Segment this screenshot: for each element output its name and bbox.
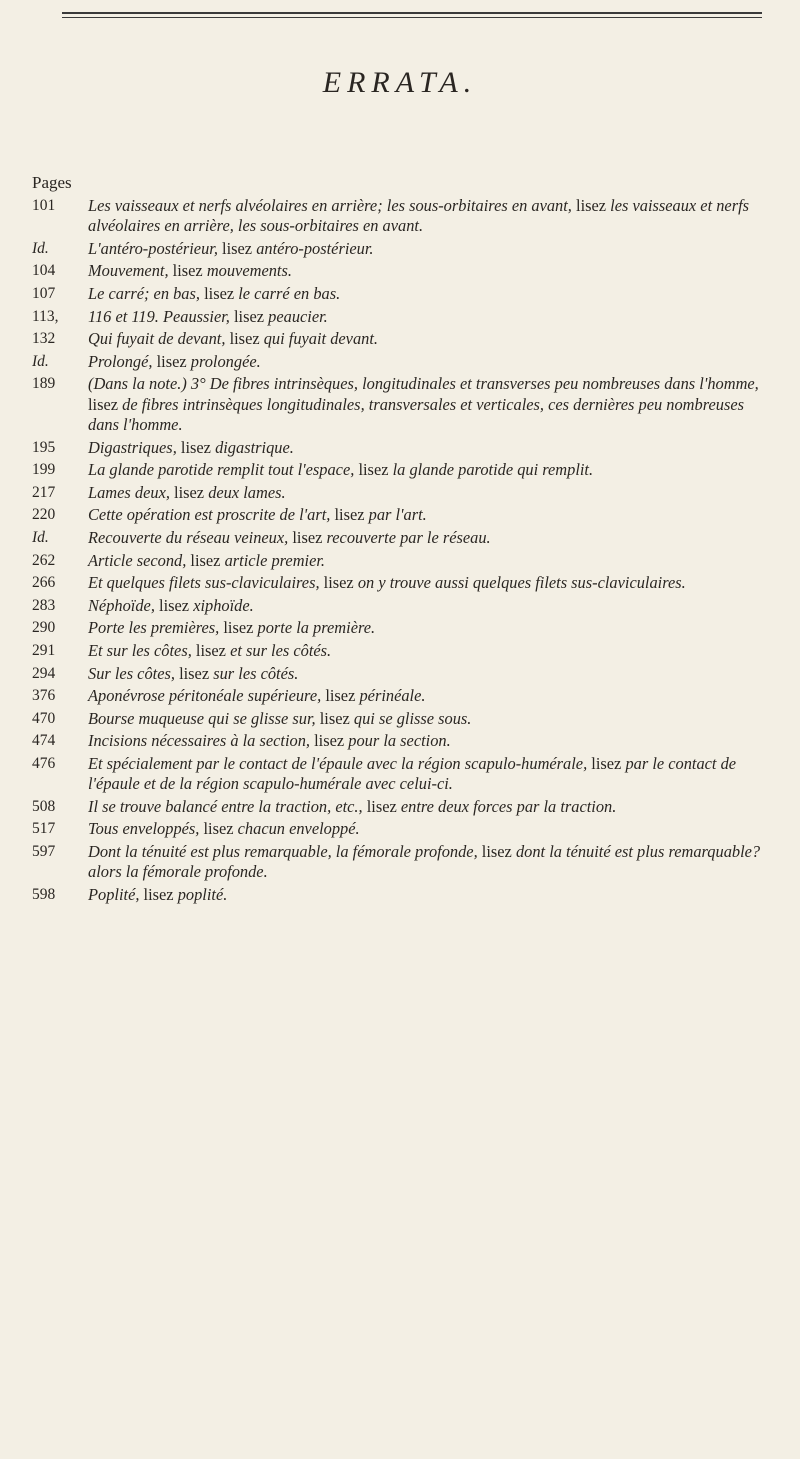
- correction-text: [88, 483, 770, 503]
- correction-text: [88, 239, 770, 259]
- erroneous-text: Incisions nécessaires à la section,: [88, 731, 310, 751]
- errata-entry: [0, 307, 800, 327]
- page-number: 470: [32, 709, 56, 727]
- correction-text: [88, 819, 770, 839]
- pages-column-label: Pages: [32, 173, 72, 192]
- correction-text: [88, 329, 770, 349]
- corrected-text: les vaisseaux et nerfs alvéolaires en arrière, les sous-orbitaires en avant.: [88, 196, 750, 236]
- lisez-label: lisez: [190, 550, 221, 570]
- corrected-text: dont la ténuité est plus remarquable? alors la fémorale profonde.: [88, 842, 761, 882]
- erroneous-text: Cette opération est proscrite de l'art,: [88, 505, 331, 525]
- erroneous-text: Aponévrose péritonéale supérieure,: [88, 686, 322, 706]
- corrected-text: article premier.: [224, 550, 326, 570]
- erroneous-text: Sur les côtes,: [88, 663, 175, 683]
- corrected-text: antéro-postérieur.: [256, 238, 374, 258]
- erroneous-text: Mouvement,: [88, 261, 169, 281]
- errata-entry: [0, 329, 800, 349]
- page-number: 474: [32, 732, 56, 750]
- corrected-text: par l'art.: [368, 505, 427, 525]
- lisez-label: lisez: [234, 306, 265, 326]
- corrected-text: entre deux forces par la traction.: [400, 796, 617, 816]
- lisez-label: lisez: [481, 842, 512, 862]
- page-number: 294: [32, 664, 56, 682]
- erroneous-text: Article second,: [88, 550, 187, 570]
- lisez-label: lisez: [292, 528, 323, 548]
- page-number: Id.: [32, 529, 49, 547]
- errata-title: ERRATA.: [322, 66, 478, 99]
- corrected-text: digastrique.: [215, 437, 294, 457]
- erroneous-text: Et spécialement par le contact de l'épaule avec la région scapulo-humérale,: [88, 753, 588, 773]
- correction-text: [88, 842, 770, 883]
- errata-entry: [0, 528, 800, 548]
- correction-text: [88, 797, 770, 817]
- erroneous-text: L'antéro-postérieur,: [88, 238, 218, 258]
- correction-text: [88, 352, 770, 372]
- errata-entry: [0, 664, 800, 684]
- erroneous-text: Le carré; en bas,: [88, 284, 200, 304]
- corrected-text: qui se glisse sous.: [353, 708, 472, 728]
- correction-text: [88, 885, 770, 905]
- erroneous-text: Et sur les côtes,: [88, 640, 192, 660]
- corrected-text: le carré en bas.: [238, 284, 341, 304]
- errata-entry: [0, 618, 800, 638]
- page-number: Id.: [32, 352, 49, 370]
- lisez-label: lisez: [159, 595, 190, 615]
- corrected-text: xiphoïde.: [193, 595, 254, 615]
- lisez-label: lisez: [319, 708, 350, 728]
- correction-text: [88, 438, 770, 458]
- correction-text: [88, 664, 770, 684]
- page-number: 195: [32, 438, 56, 456]
- corrected-text: par le contact de l'épaule et de la région scapulo-humérale avec celui-ci.: [88, 753, 737, 794]
- page-number: 104: [32, 262, 56, 280]
- corrected-text: deux lames.: [208, 482, 286, 502]
- errata-entry: [0, 239, 800, 259]
- lisez-label: lisez: [180, 437, 211, 457]
- errata-entry: [0, 438, 800, 458]
- lisez-label: lisez: [143, 884, 174, 904]
- corrected-text: poplité.: [177, 884, 228, 904]
- lisez-label: lisez: [174, 482, 205, 502]
- errata-entry: [0, 261, 800, 281]
- page-number: 508: [32, 797, 56, 815]
- page-number: Id.: [32, 239, 49, 257]
- page-number: 376: [32, 687, 56, 705]
- correction-text: [88, 596, 770, 616]
- lisez-label: lisez: [314, 731, 345, 751]
- erroneous-text: La glande parotide remplit tout l'espace,: [88, 460, 355, 480]
- erroneous-text: Lames deux,: [88, 482, 170, 502]
- page-number: 266: [32, 574, 56, 592]
- correction-text: [88, 460, 770, 480]
- page-number: 101: [32, 197, 56, 214]
- erroneous-text: Les vaisseaux et nerfs alvéolaires en arrière; les sous-orbitaires en avant,: [88, 196, 572, 215]
- page-number: 107: [32, 285, 56, 303]
- erroneous-text: Poplité,: [88, 884, 140, 904]
- errata-entry: [0, 731, 800, 751]
- erroneous-text: Recouverte du réseau veineux,: [88, 528, 289, 548]
- erroneous-text: 116 et 119. Peaussier,: [88, 306, 230, 326]
- page-number: 598: [32, 885, 56, 903]
- errata-entry: [0, 284, 800, 304]
- lisez-label: lisez: [334, 505, 365, 525]
- corrected-text: de fibres intrinsèques longitudinales, transversales et verticales, ces dernières peu nombreuses dans l'homme.: [88, 394, 744, 435]
- lisez-label: lisez: [222, 238, 253, 258]
- corrected-text: chacun enveloppé.: [237, 819, 360, 839]
- corrected-text: recouverte par le réseau.: [326, 528, 491, 548]
- corrected-text: pour la section.: [348, 731, 451, 751]
- erroneous-text: Digastriques,: [88, 437, 177, 457]
- erroneous-text: Porte les premières,: [88, 618, 220, 638]
- lisez-label: lisez: [576, 196, 607, 215]
- header-rule-top: [62, 12, 762, 14]
- correction-text: [88, 686, 770, 706]
- errata-entry: [0, 819, 800, 839]
- errata-entry: [0, 374, 800, 435]
- correction-text: [88, 618, 770, 638]
- page-number: 199: [32, 461, 56, 479]
- page-number: 517: [32, 820, 56, 838]
- corrected-text: périnéale.: [359, 686, 426, 706]
- erroneous-text: (Dans la note.) 3° De fibres intrinsèques, longitudinales et transverses peu nombreuses dans l'homme,: [88, 374, 759, 394]
- page-number: 217: [32, 483, 56, 501]
- errata-entry: [0, 505, 800, 525]
- lisez-label: lisez: [179, 663, 210, 683]
- lisez-label: lisez: [323, 573, 354, 593]
- errata-entry: [0, 797, 800, 817]
- erroneous-text: Néphoïde,: [88, 595, 155, 615]
- errata-entry: [0, 460, 800, 480]
- lisez-label: lisez: [204, 284, 235, 304]
- correction-text: [88, 196, 770, 237]
- page-number: 220: [32, 506, 56, 524]
- correction-text: [88, 709, 770, 729]
- corrected-text: mouvements.: [206, 261, 292, 281]
- errata-entry: [0, 551, 800, 571]
- page-number: 291: [32, 641, 56, 659]
- correction-text: [88, 261, 770, 281]
- correction-text: [88, 505, 770, 525]
- correction-text: [88, 307, 770, 327]
- page-number: 290: [32, 619, 56, 637]
- correction-text: [88, 528, 770, 548]
- errata-entry: [0, 686, 800, 706]
- lisez-label: lisez: [156, 351, 187, 371]
- erroneous-text: Il se trouve balancé entre la traction, etc.,: [88, 796, 363, 816]
- lisez-label: lisez: [229, 329, 260, 349]
- page-number: 597: [32, 843, 56, 861]
- lisez-label: lisez: [591, 753, 622, 773]
- errata-entry: [0, 709, 800, 729]
- correction-text: [88, 641, 770, 661]
- erroneous-text: Et quelques filets sus-claviculaires,: [88, 573, 320, 593]
- correction-text: [88, 573, 770, 593]
- page-number: 132: [32, 330, 56, 348]
- corrected-text: sur les côtés.: [213, 663, 299, 683]
- lisez-label: lisez: [88, 394, 119, 414]
- corrected-text: peaucier.: [268, 306, 328, 326]
- header-rule-bottom: [62, 17, 762, 18]
- erroneous-text: Tous enveloppés,: [88, 819, 200, 839]
- page-number: 283: [32, 596, 56, 614]
- page-number: 113,: [32, 307, 59, 325]
- lisez-label: lisez: [172, 261, 203, 281]
- errata-entry: [0, 596, 800, 616]
- lisez-label: lisez: [366, 796, 397, 816]
- errata-list: [0, 196, 800, 908]
- lisez-label: lisez: [325, 686, 356, 706]
- erroneous-text: Bourse muqueuse qui se glisse sur,: [88, 708, 316, 728]
- errata-entry: [0, 842, 800, 883]
- corrected-text: on y trouve aussi quelques filets sus-claviculaires.: [357, 573, 686, 593]
- erroneous-text: Dont la ténuité est plus remarquable, la fémorale profonde,: [88, 842, 478, 862]
- errata-entry: [0, 754, 800, 795]
- errata-entry: [0, 641, 800, 661]
- corrected-text: prolongée.: [190, 351, 261, 371]
- page-number: 262: [32, 551, 56, 569]
- correction-text: [88, 551, 770, 571]
- page-number: 476: [32, 754, 56, 772]
- errata-entry: [0, 196, 800, 237]
- erroneous-text: Qui fuyait de devant,: [88, 329, 226, 349]
- errata-entry: [0, 573, 800, 593]
- errata-entry: [0, 352, 800, 372]
- correction-text: [88, 284, 770, 304]
- corrected-text: et sur les côtés.: [230, 640, 332, 660]
- erroneous-text: Prolongé,: [88, 351, 153, 371]
- lisez-label: lisez: [223, 618, 254, 638]
- correction-text: [88, 374, 770, 435]
- corrected-text: qui fuyait devant.: [263, 329, 378, 349]
- errata-entry: [0, 483, 800, 503]
- correction-text: [88, 731, 770, 751]
- lisez-label: lisez: [203, 819, 234, 839]
- lisez-label: lisez: [358, 460, 389, 480]
- lisez-label: lisez: [195, 640, 226, 660]
- corrected-text: la glande parotide qui remplit.: [392, 460, 594, 480]
- correction-text: [88, 754, 770, 795]
- corrected-text: porte la première.: [257, 618, 376, 638]
- errata-entry: [0, 885, 800, 905]
- page-number: 189: [32, 375, 56, 393]
